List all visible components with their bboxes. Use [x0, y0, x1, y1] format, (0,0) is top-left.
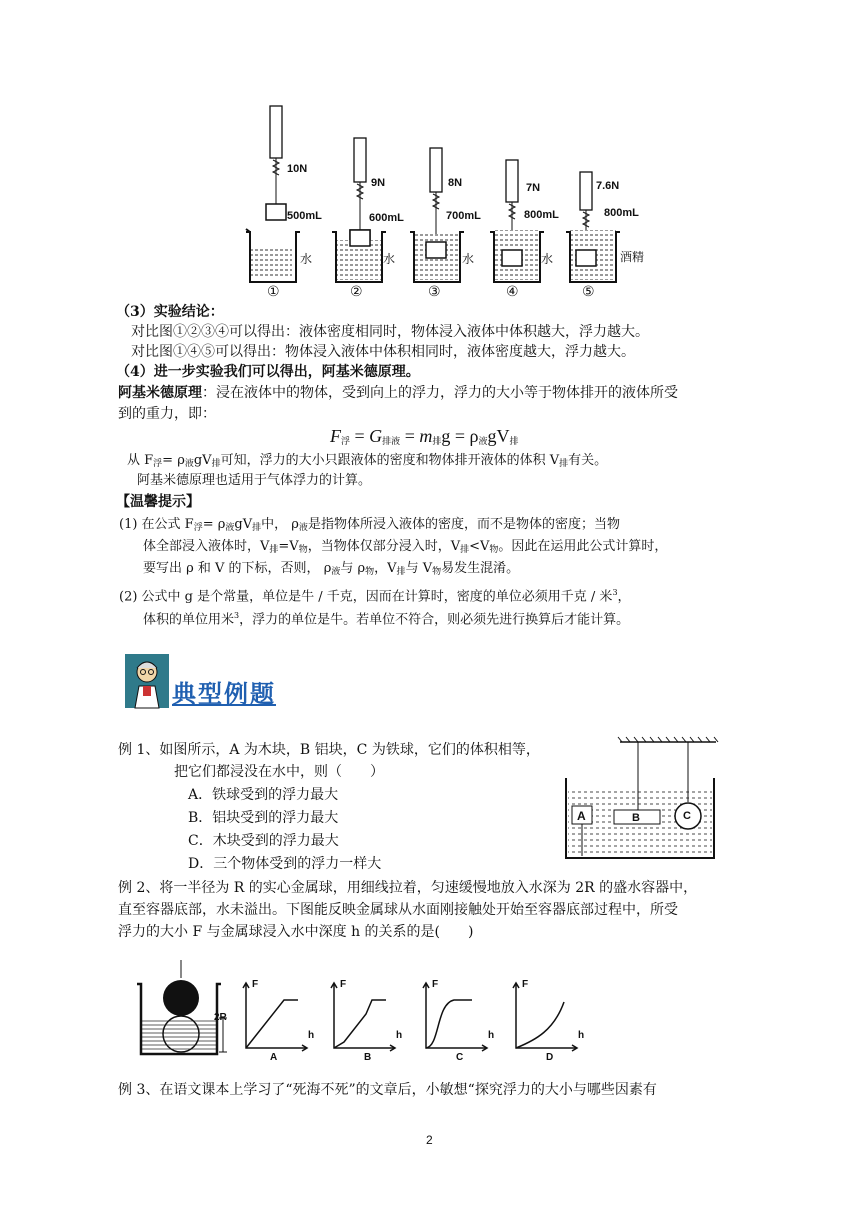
graph-c-axis-f: F — [432, 979, 439, 990]
beaker-4 — [490, 160, 544, 282]
section-title: 典型例题 — [172, 680, 276, 708]
graph-d-label: D — [546, 1052, 554, 1063]
ex2-line-2: 直至容器底部，水未溢出。下图能反映金属球从水面刚接触处开始至容器底部过程中，所受 — [118, 902, 678, 918]
tip-1-line-2: 体全部浸入液体时，$V_排=V_物$，当物体仅部分浸入时，$V_排<V_物$。因此在运用此公式计算时， — [143, 539, 668, 555]
graph-d-axis-f: F — [522, 979, 529, 990]
tip-1-line-3: 要写出 ρ 和 V 的下标，否则， $\rho_液$与 $\rho_物$，$V_排$与 $V_物$易发生混淆。 — [143, 561, 520, 577]
beaker-1 — [246, 106, 300, 282]
volume-1: 500mL — [287, 210, 322, 222]
graph-b-axis-h: h — [396, 1030, 403, 1041]
figure-number-2: ② — [350, 284, 363, 300]
ex1-stem-1: 例 1、如图所示，A 为木块，B 铝块，C 为铁球，它们的体积相等， — [118, 742, 540, 758]
beaker-2 — [332, 138, 386, 282]
graph-a-axis-f: F — [252, 979, 259, 990]
archimedes-term: 阿基米德原理 — [118, 385, 202, 401]
tip-2-line-1: (2) 公式中 g 是个常量，单位是牛 / 千克，因而在计算时，密度的单位必须用千克 / 米$^3$， — [119, 588, 631, 605]
archimedes-line-3: 从 $F_浮= \rho_液gV_排$可知，浮力的大小只跟液体的密度和物体排开液体的体积 $V_排$有关。 — [127, 453, 608, 469]
figure-number-3: ③ — [428, 284, 441, 300]
page-number: 2 — [426, 1133, 433, 1147]
archimedes-definition-1: 阿基米德原理：浸在液体中的物体，受到向上的浮力，浮力的大小等于物体排开的液体所受 — [118, 385, 678, 401]
ex1-option-a[interactable]: A．铁球受到的浮力最大 — [188, 787, 339, 803]
liquid-3: 水 — [462, 252, 475, 266]
buoyancy-experiment-figure — [240, 104, 660, 300]
reading-1: 10N — [287, 163, 308, 175]
liquid-1: 水 — [300, 252, 313, 266]
graph-a-label: A — [270, 1052, 278, 1063]
ex1-option-b[interactable]: B．铝块受到的浮力最大 — [188, 810, 339, 826]
graph-b-label: B — [364, 1052, 372, 1063]
graph-b-axis-f: F — [340, 979, 347, 990]
figure-number-5: ⑤ — [582, 284, 595, 300]
archimedes-heading: （4）进一步实验我们可以得出，阿基米德原理。 — [116, 364, 420, 380]
ex2-ball-figure — [135, 960, 235, 1060]
tip-1-line-1: (1) 在公式 $F_浮= \rho_液gV_排$中， $\rho_液$是指物体所浸入液体的密度，而不是物体的密度；当物 — [119, 517, 620, 533]
graph-c-label: C — [456, 1052, 464, 1063]
reading-3: 8N — [448, 177, 463, 189]
graph-c-axis-h: h — [488, 1030, 495, 1041]
ex1-label-a: A — [577, 809, 586, 823]
graph-a-axis-h: h — [308, 1030, 315, 1041]
reading-4: 7N — [526, 182, 541, 194]
ex1-label-b: B — [632, 812, 640, 824]
tip-2-line-2: 体积的单位用米$^3$，浮力的单位是牛。若单位不符合，则必须先进行换算后才能计算。 — [143, 611, 630, 628]
tips-heading: 【温馨提示】 — [116, 494, 200, 510]
ex1-figure — [560, 736, 720, 864]
reading-5: 7.6N — [596, 180, 620, 192]
archimedes-formula: $F_浮 = G_{排液} = m_排g = \rho_液gV_排$ — [330, 426, 519, 446]
volume-3: 700mL — [446, 210, 481, 222]
conclusion-line-1: 对比图①②③④可以得出：液体密度相同时，物体浸入液体中体积越大，浮力越大。 — [131, 324, 649, 340]
liquid-4: 水 — [541, 252, 554, 266]
ex3-line-1: 例 3、在语文课本上学习了“死海不死”的文章后，小敏想“探究浮力的大小与哪些因素有 — [118, 1082, 657, 1098]
ex2-depth-label: 2R — [214, 1012, 227, 1023]
ex1-option-d[interactable]: D．三个物体受到的浮力一样大 — [188, 856, 382, 872]
graph-d-axis-h: h — [578, 1030, 585, 1041]
volume-5: 800mL — [604, 207, 639, 219]
figure-number-4: ④ — [506, 284, 519, 300]
ex2-line-3: 浮力的大小 F 与金属球浸入水中深度 h 的关系的是( ) — [118, 924, 474, 940]
reading-2: 9N — [371, 177, 386, 189]
archimedes-line-4: 阿基米德原理也适用于气体浮力的计算。 — [137, 473, 372, 488]
liquid-5: 酒精 — [620, 250, 645, 264]
conclusion-line-2: 对比图①④⑤可以得出：物体浸入液体中体积相同时，液体密度越大，浮力越大。 — [131, 344, 635, 360]
volume-4: 800mL — [524, 209, 559, 221]
liquid-2: 水 — [383, 252, 396, 266]
conclusion-heading: （3）实验结论： — [116, 304, 224, 320]
ex1-stem-2: 把它们都浸没在水中，则（ ） — [174, 764, 384, 780]
archimedes-definition-2: 到的重力，即： — [118, 406, 216, 422]
teacher-icon — [125, 654, 171, 710]
ex2-graphs — [236, 980, 616, 1060]
ex2-line-1: 例 2、将一半径为 R 的实心金属球，用细线拉着，匀速缓慢地放入水深为 2R 的盛水容器中， — [118, 880, 698, 896]
ex1-option-c[interactable]: C．木块受到的浮力最大 — [188, 833, 339, 849]
ex1-label-c: C — [683, 810, 691, 822]
volume-2: 600mL — [369, 212, 404, 224]
figure-number-1: ① — [267, 284, 280, 300]
